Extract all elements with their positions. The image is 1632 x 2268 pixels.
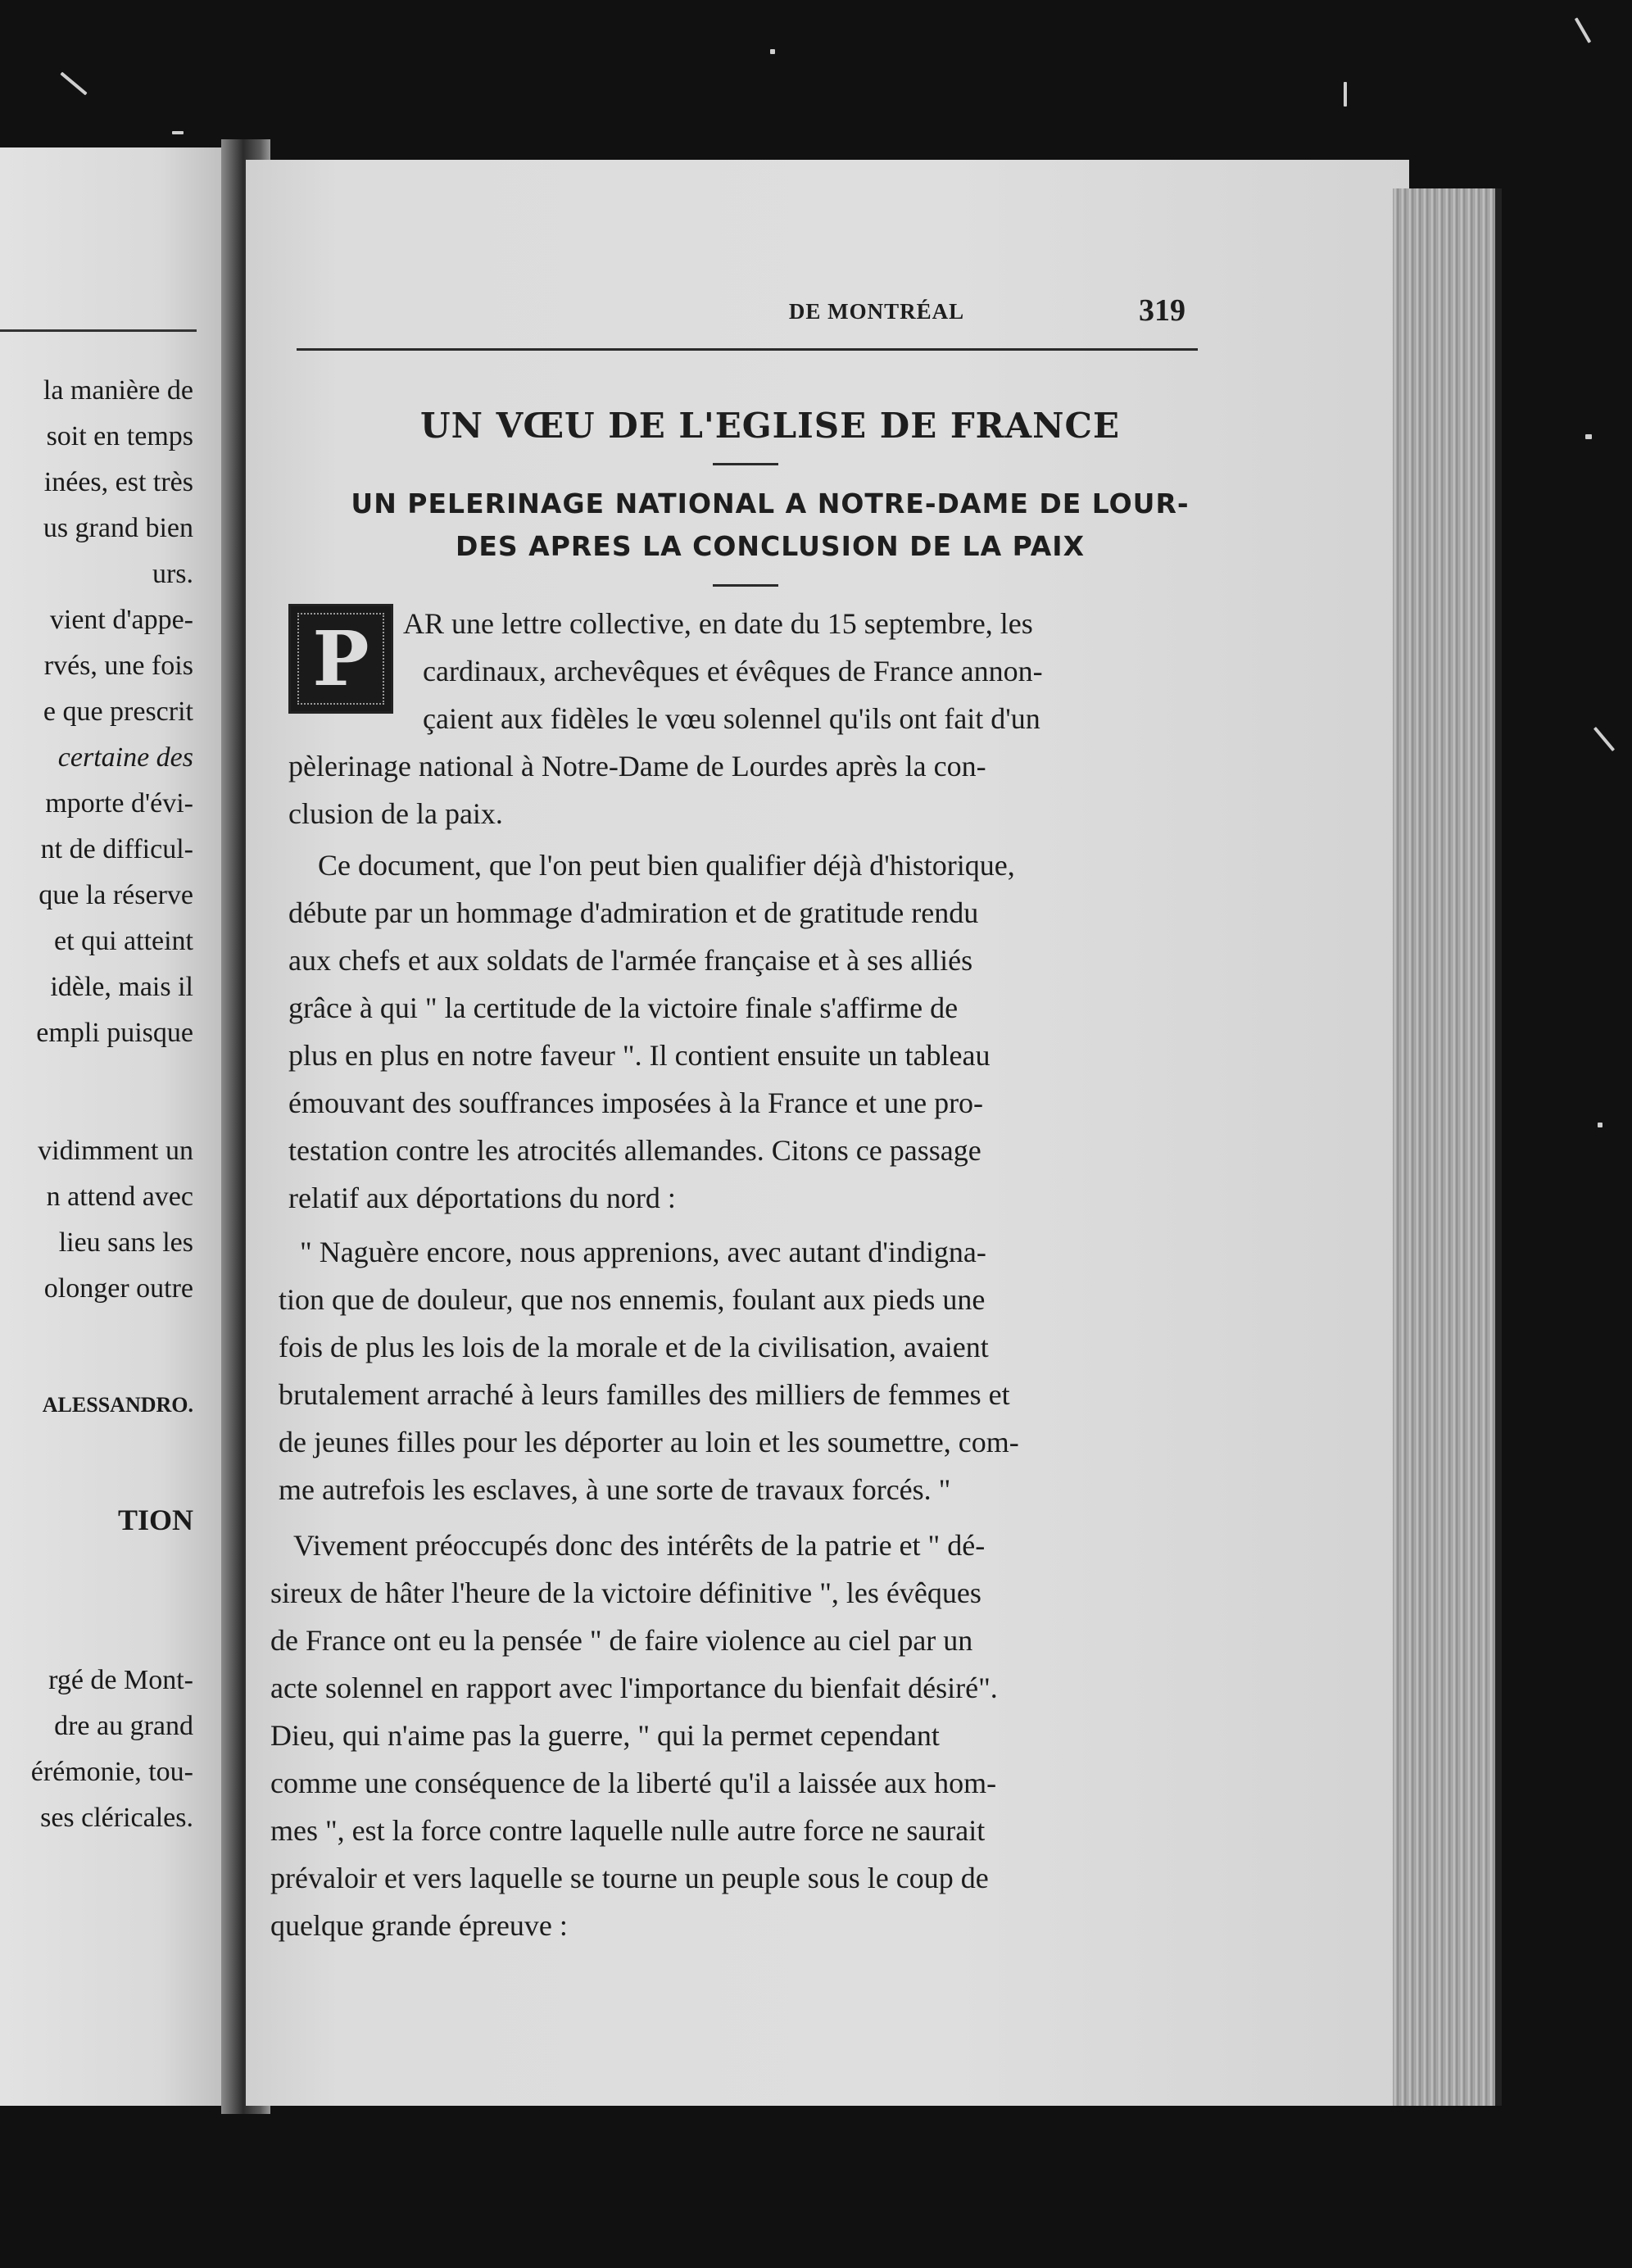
body-line: mes ", est la force contre laquelle nulle autre force ne saurait xyxy=(270,1814,986,1847)
left-page-line: nt de difficul- xyxy=(40,834,193,864)
body-line: çaient aux fidèles le vœu solennel qu'ils ont fait d'un xyxy=(423,702,1040,735)
left-page-line: us grand bien xyxy=(43,513,193,543)
quote-line: brutalement arraché à leurs familles des milliers de femmes et xyxy=(279,1378,1010,1411)
left-page-line: érémonie, tou- xyxy=(30,1757,193,1787)
quote-line: de jeunes filles pour les déporter au loin et les soumettre, com- xyxy=(279,1426,1019,1458)
article-title: UN VŒU DE L'EGLISE DE FRANCE xyxy=(420,406,1120,446)
left-page-line: rgé de Mont- xyxy=(48,1665,193,1695)
body-line: acte solennel en rapport avec l'importance du bienfait désiré". xyxy=(270,1672,998,1704)
running-head: DE MONTRÉAL xyxy=(788,299,965,324)
body-line: Dieu, qui n'aime pas la guerre, " qui la permet cependant xyxy=(270,1719,940,1752)
body-line: grâce à qui " la certitude de la victoire finale s'affirme de xyxy=(288,991,959,1024)
left-page-line: olonger outre xyxy=(43,1273,193,1304)
body-line: Ce document, que l'on peut bien qualifier déjà d'historique, xyxy=(318,849,1015,882)
left-page-line: certaine des xyxy=(57,742,193,773)
left-page-line: e que prescrit xyxy=(43,696,193,727)
left-page-header-rule xyxy=(0,329,197,332)
left-page xyxy=(0,147,229,2106)
body-line: comme une conséquence de la liberté qu'il a laissée aux hom- xyxy=(270,1767,997,1799)
left-page-line: soit en temps xyxy=(46,421,193,451)
quote-line: fois de plus les lois de la morale et de la civilisation, avaient xyxy=(279,1331,989,1363)
drop-cap-ornament xyxy=(288,604,393,714)
film-speck xyxy=(60,72,87,96)
body-line: quelque grande épreuve : xyxy=(270,1909,568,1942)
left-page-line: lieu sans les xyxy=(58,1227,193,1258)
left-page-line: rvés, une fois xyxy=(43,651,193,681)
left-page-heading: TION xyxy=(117,1504,193,1536)
body-line: sireux de hâter l'heure de la victoire définitive ", les évêques xyxy=(270,1576,981,1609)
left-page-line: la manière de xyxy=(43,375,193,406)
left-page-line: vidimment un xyxy=(38,1136,193,1166)
body-line: cardinaux, archevêques et évêques de France annon- xyxy=(423,655,1043,687)
body-line: relatif aux déportations du nord : xyxy=(288,1182,676,1214)
body-line: clusion de la paix. xyxy=(288,797,503,830)
header-rule xyxy=(297,348,1198,351)
quote-line: tion que de douleur, que nos ennemis, foulant aux pieds une xyxy=(279,1283,986,1316)
body-line: prévaloir et vers laquelle se tourne un peuple sous le coup de xyxy=(270,1862,989,1894)
left-page-line: que la réserve xyxy=(39,880,193,910)
body-line: testation contre les atrocités allemandes. Citons ce passage xyxy=(288,1134,981,1167)
left-page-line: urs. xyxy=(152,559,193,589)
title-divider xyxy=(713,463,778,465)
film-speck xyxy=(1593,727,1615,751)
left-page-line: empli puisque xyxy=(36,1018,193,1048)
drop-cap-letter: P xyxy=(312,615,369,703)
film-speck xyxy=(1344,82,1347,107)
article-subtitle-line: DES APRES LA CONCLUSION DE LA PAIX xyxy=(455,530,1086,562)
body-line: émouvant des souffrances imposées à la France et une pro- xyxy=(288,1086,984,1119)
body-line: de France ont eu la pensée " de faire violence au ciel par un xyxy=(270,1624,973,1657)
quote-line: " Naguère encore, nous apprenions, avec autant d'indigna- xyxy=(300,1236,986,1268)
body-line: pèlerinage national à Notre-Dame de Lourdes après la con- xyxy=(288,750,986,782)
left-page-line: mporte d'évi- xyxy=(45,788,193,819)
body-line: Vivement préoccupés donc des intérêts de la patrie et " dé- xyxy=(293,1529,986,1562)
body-line: débute par un hommage d'admiration et de gratitude rendu xyxy=(288,896,979,929)
film-speck xyxy=(1575,17,1591,43)
left-page-line: ses cléricales. xyxy=(40,1803,193,1833)
quote-line: me autrefois les esclaves, à une sorte de travaux forcés. " xyxy=(279,1473,951,1506)
body-line: plus en plus en notre faveur ". Il contient ensuite un tableau xyxy=(288,1039,991,1072)
film-speck xyxy=(1598,1123,1603,1127)
body-line: AR une lettre collective, en date du 15 septembre, les xyxy=(403,607,1033,640)
left-page-signature: ALESSANDRO. xyxy=(42,1393,193,1417)
subtitle-divider xyxy=(713,584,778,587)
film-speck xyxy=(1585,434,1592,439)
article-subtitle-line: UN PELERINAGE NATIONAL A NOTRE-DAME DE LOUR- xyxy=(351,488,1190,519)
right-page xyxy=(246,160,1409,2106)
left-page-line: n attend avec xyxy=(46,1182,193,1212)
body-line: aux chefs et aux soldats de l'armée française et à ses alliés xyxy=(288,944,973,977)
left-page-line: idèle, mais il xyxy=(50,972,193,1002)
film-speck xyxy=(770,49,775,54)
page-block-edges xyxy=(1393,188,1495,2106)
page-number: 319 xyxy=(1139,293,1185,328)
left-page-line: dre au grand xyxy=(54,1711,193,1741)
left-page-line: et qui atteint xyxy=(54,926,193,956)
left-page-line: inées, est très xyxy=(43,467,193,497)
left-page-line: vient d'appe- xyxy=(49,605,193,635)
film-speck xyxy=(172,131,184,134)
